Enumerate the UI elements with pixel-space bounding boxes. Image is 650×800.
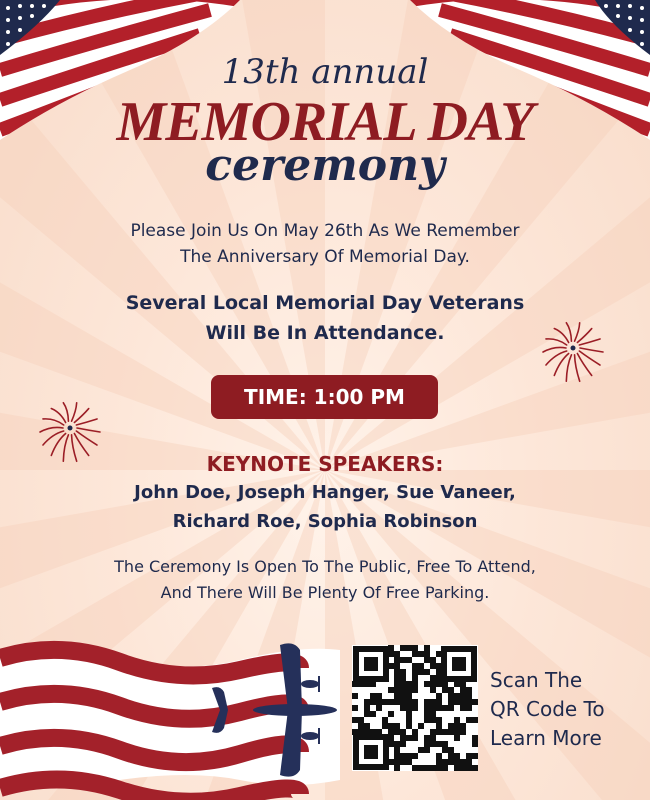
firework-icon (533, 308, 613, 388)
heading-annual: 13th annual (221, 52, 429, 92)
airplane-icon (210, 640, 340, 780)
public-note (0, 554, 650, 606)
qr-caption-line-2: QR Code To (490, 697, 605, 721)
heading-memorial-day: MEMORIAL DAY (116, 91, 534, 153)
time-badge: TIME: 1:00 PM (211, 375, 438, 419)
qr-caption (490, 666, 640, 753)
invite-line-2: The Anniversary Of Memorial Day. (180, 247, 470, 267)
speakers-line-2: Richard Roe, Sophia Robinson (172, 511, 478, 532)
qr-caption-line-3: Learn More (490, 726, 602, 750)
veterans-line-1: Several Local Memorial Day Veterans (125, 292, 525, 314)
heading-ceremony: ceremony (205, 140, 445, 191)
keynote-speakers-list (0, 478, 650, 536)
speakers-line-1: John Doe, Joseph Hanger, Sue Vaneer, (134, 482, 516, 503)
qr-code-icon[interactable] (352, 645, 478, 771)
public-note-line-1: The Ceremony Is Open To The Public, Free To Attend, (114, 557, 536, 576)
veterans-line-2: Will Be In Attendance. (205, 322, 445, 344)
invite-line-1: Please Join Us On May 26th As We Remember (130, 221, 520, 241)
keynote-speakers-heading: KEYNOTE SPEAKERS: (206, 452, 444, 476)
qr-caption-line-1: Scan The (490, 668, 583, 692)
public-note-line-2: And There Will Be Plenty Of Free Parking. (160, 583, 490, 602)
invite-text (0, 218, 650, 270)
